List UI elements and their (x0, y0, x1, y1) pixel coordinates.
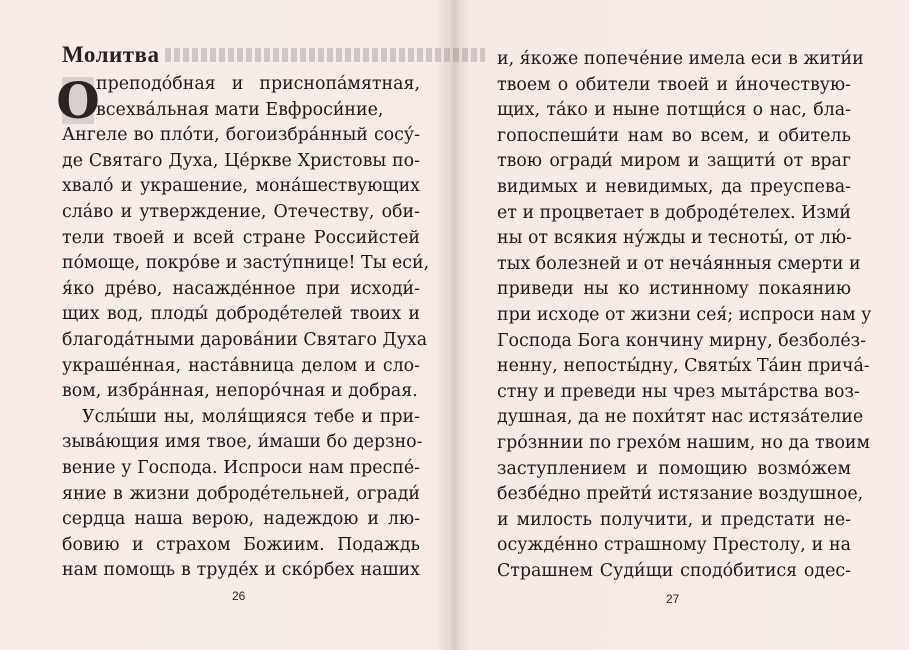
text-line: де Святаго Духа, Це́ркве Христовы по- (62, 150, 420, 171)
text-line: щих, та́ко и ныне потщи́ся о нас, бла- (497, 100, 851, 121)
text-line: душная, да не похи́тят нас истяза́телие (497, 407, 864, 428)
text-line: всехва́льная мати Евфроси́ние, (96, 99, 384, 120)
text-line: ненну, непосты́дну, Святы́х Та́ин прича́- (497, 356, 870, 377)
left-page (0, 0, 452, 650)
text-line: Страшнем Суди́щи сподо́битися одес- (497, 560, 851, 581)
text-line: при исходе от жизни сея́; испроси нам у (497, 304, 872, 325)
text-line: по́моще, покро́ве и засту́пнице! Ты еси́, (62, 253, 430, 274)
text-line: вом, избра́нная, непоро́чная и добрая. (62, 381, 418, 402)
text-line: украше́нная, наста́вница делом и сло- (62, 355, 420, 376)
heading-title: Молитва (62, 42, 160, 67)
text-line: твоем о обители твоей и и́ночествую- (497, 74, 851, 95)
text-line: Услы́ши ны, моля́щияся тебе и при- (82, 406, 420, 427)
text-line: сла́во и утверждение, Отечеству, оби- (62, 201, 420, 222)
text-line: тых болезней и от неча́янныя смерти и (497, 253, 861, 274)
text-line: щих вод, плоды́ доброде́телей твоих и (62, 304, 420, 325)
text-line: тели твоей и всей стране Российстей (62, 227, 420, 248)
text-line: нам помощь в труде́х и ско́рбех наших (62, 560, 420, 581)
page-number: 26 (232, 589, 246, 603)
text-line: я́ко дре́во, насажде́нное при исходи́- (62, 278, 420, 299)
text-line: благода́тными дарова́нии Святаго Духа (62, 329, 428, 350)
text-line: Ангеле во пло́ти, богоизбра́нный сосу́- (62, 125, 420, 146)
prayer-heading (62, 42, 485, 68)
text-line: видимых и невидимых, да преуспева- (497, 176, 851, 197)
left-text (56, 71, 430, 584)
text-line: Господа Бога кончину мирну, безболе́з- (497, 330, 867, 351)
text-line: бовию и страхом Божиим. Подаждь (62, 534, 420, 555)
text-line: вение у Господа. Испроси нам преспе́- (62, 457, 420, 478)
text-line: приведи ны ко истинному покаянию (497, 279, 851, 300)
text-line: ет и процветает в доброде́телех. Изми́ (497, 202, 851, 223)
text-line: яние в жизни доброде́тельней, огради́ (62, 483, 420, 504)
drop-cap: О (56, 71, 100, 130)
text-line: гро́зннии по грехо́м нашим, но да твоим (497, 432, 871, 453)
text-line: гопоспеши́ти нам во всем, и обитель (497, 125, 851, 146)
text-line: зыва́ющия имя твое, и́маши бо дерзно- (62, 432, 423, 453)
text-line: преподо́бная и приснопа́мятная, (96, 74, 420, 94)
text-line: безбе́дно прейти́ истязание воздушное, (497, 484, 864, 505)
text-line: твою огради́ миром и защити́ от враг (497, 151, 851, 172)
text-line: ны от всякия ну́жды и тесноты́, от лю́- (497, 228, 852, 249)
page-number: 27 (666, 592, 680, 606)
text-line: и, я́коже попече́ние имела еси в жити́и (497, 49, 864, 69)
heading-ornament (165, 48, 485, 62)
text-line: и милость получити, и предстати не- (497, 509, 851, 530)
text-line: стну и преведи ны чрез мыта́рства воз- (497, 381, 860, 402)
text-line: хвало́ и украшение, мона́шествующих (62, 176, 420, 197)
text-line: осужде́нно страшному Престолу, и на (497, 535, 851, 556)
text-line: заступлением и помощию возмо́жем (497, 458, 851, 479)
right-text (497, 47, 872, 584)
text-line: сердца наша верою, надеждою и лю- (62, 509, 420, 530)
